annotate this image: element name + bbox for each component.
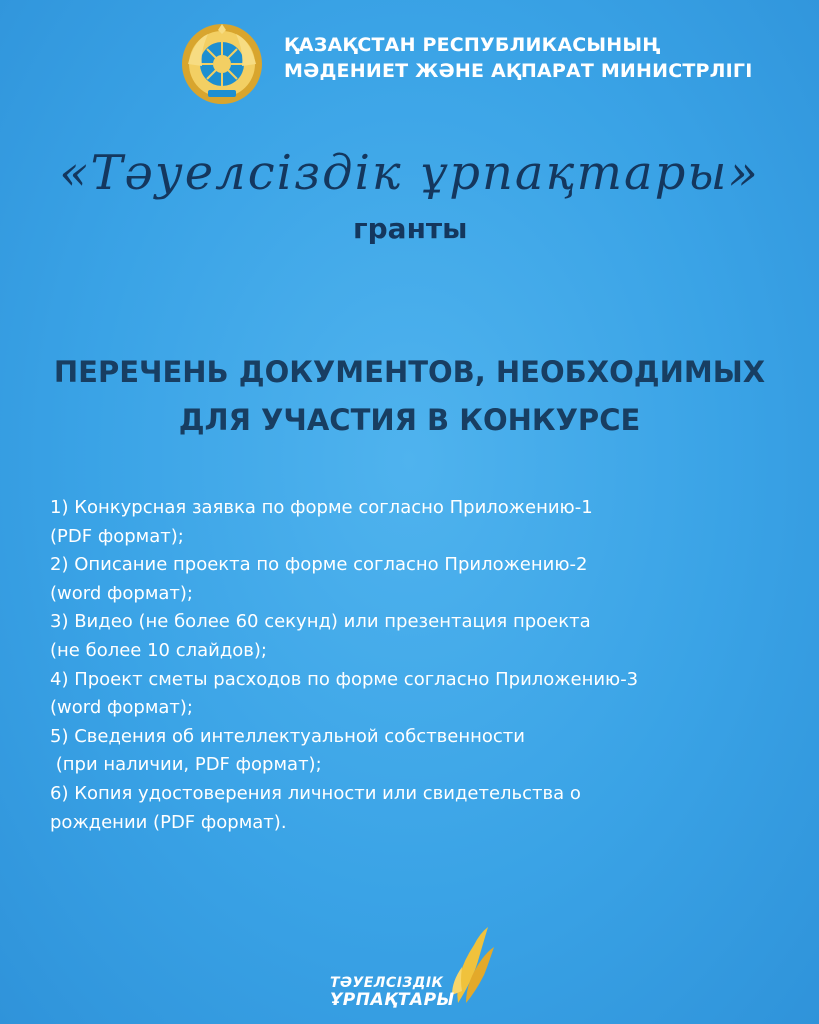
list-item: 3) Видео (не более 60 секунд) или презентация проекта	[50, 611, 591, 633]
list-item: (PDF формат);	[50, 525, 184, 547]
state-emblem-icon	[180, 22, 264, 106]
grant-title: «Тәуелсіздік ұрпақтары»	[59, 145, 760, 201]
list-item: 5) Сведения об интеллектуальной собственности	[50, 725, 525, 747]
page-heading	[0, 348, 819, 444]
ministry-line-1: ҚАЗАҚСТАН РЕСПУБЛИКАСЫНЫҢ	[284, 34, 661, 56]
list-item: 6) Копия удостоверения личности или свидетельства о	[50, 782, 581, 804]
ministry-name	[284, 32, 753, 84]
heading-line-1: ПЕРЕЧЕНЬ ДОКУМЕНТОВ, НЕОБХОДИМЫХ	[53, 355, 766, 389]
list-item: 2) Описание проекта по форме согласно Приложению-2	[50, 554, 588, 576]
list-item: (word формат);	[50, 582, 193, 604]
logo-text-line-1: ТӘУЕЛСІЗДІК	[330, 975, 444, 991]
list-item: 1) Конкурсная заявка по форме согласно Приложению-1	[50, 497, 593, 518]
list-item: (word формат);	[50, 697, 193, 719]
wing-logo-icon	[448, 925, 496, 1005]
documents-list	[50, 494, 780, 837]
footer-logo	[330, 925, 500, 1015]
list-item: (не более 10 слайдов);	[50, 639, 267, 661]
list-item: (при наличии, PDF формат);	[50, 754, 322, 776]
heading-line-2: ДЛЯ УЧАСТИЯ В КОНКУРСЕ	[178, 403, 641, 437]
list-item: 4) Проект сметы расходов по форме согласно Приложению-3	[50, 668, 639, 690]
list-item: рождении (PDF формат).	[50, 811, 287, 833]
logo-text-line-2: ҰРПАҚТАРЫ	[330, 990, 455, 1010]
header	[180, 22, 780, 106]
ministry-line-2: МӘДЕНИЕТ ЖӘНЕ АҚПАРАТ МИНИСТРЛІГІ	[284, 60, 753, 82]
grant-subtitle: гранты	[353, 212, 468, 245]
